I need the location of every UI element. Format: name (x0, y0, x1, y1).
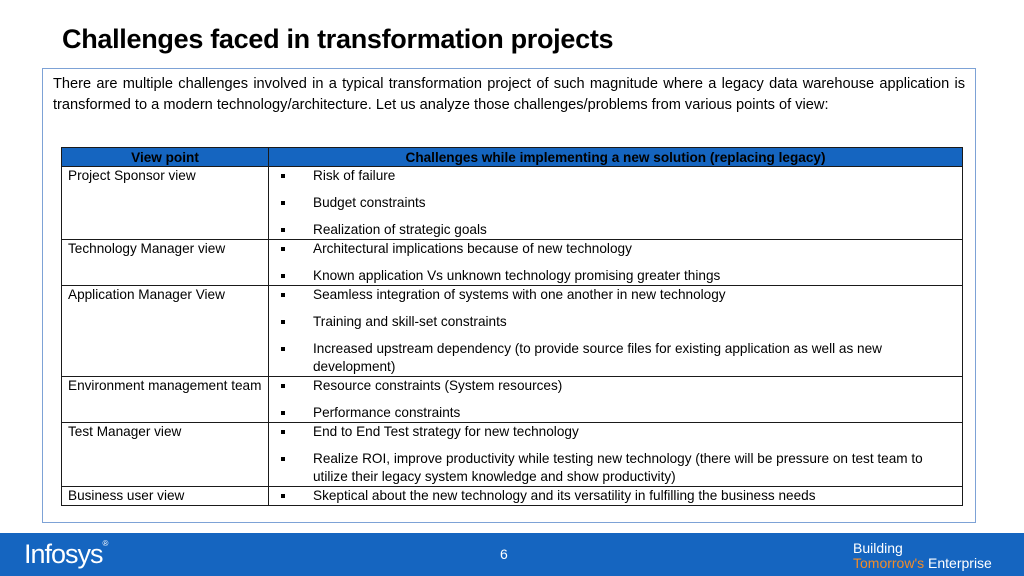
challenge-text: Training and skill-set constraints (313, 314, 507, 329)
view-point-cell: Project Sponsor view (62, 167, 269, 240)
bullet-square-icon (281, 201, 285, 205)
challenges-cell (269, 487, 963, 506)
bullet-square-icon (281, 228, 285, 232)
header-challenges: Challenges while implementing a new solution (replacing legacy) (269, 148, 963, 167)
challenge-item (275, 267, 956, 285)
challenge-text: Performance constraints (313, 405, 461, 420)
bullet-square-icon (281, 274, 285, 278)
logo-text: Infosys (24, 539, 103, 569)
challenge-item (275, 377, 956, 395)
infosys-logo (24, 539, 108, 570)
bullet-square-icon (281, 411, 285, 415)
tagline (853, 541, 992, 571)
table-row (62, 423, 963, 487)
challenge-item (275, 240, 956, 258)
tagline-rest: Enterprise (928, 555, 992, 571)
challenge-list (275, 167, 956, 239)
challenge-item (275, 340, 956, 376)
view-point-cell: Technology Manager view (62, 240, 269, 286)
bullet-square-icon (281, 430, 285, 434)
challenge-text: Budget constraints (313, 195, 426, 210)
table-row (62, 167, 963, 240)
table-row (62, 487, 963, 506)
footer-bar (0, 533, 1024, 576)
intro-paragraph: There are multiple challenges involved in a typical transformation project of such magnitude where a legacy data warehouse application is transformed to a modern technology/architecture. Let us analyze those challenges/problems from various points of view: (53, 76, 965, 113)
challenges-cell (269, 167, 963, 240)
challenges-cell (269, 240, 963, 286)
challenges-table (61, 147, 963, 506)
bullet-square-icon (281, 320, 285, 324)
table-row (62, 377, 963, 423)
challenge-list (275, 286, 956, 376)
challenge-item (275, 286, 956, 304)
challenge-list (275, 423, 956, 486)
bullet-square-icon (281, 293, 285, 297)
challenge-text: Realization of strategic goals (313, 222, 487, 237)
page-title: Challenges faced in transformation projects (62, 24, 614, 54)
tagline-line1: Building (853, 540, 903, 556)
challenge-list (275, 377, 956, 422)
registered-mark: ® (102, 539, 109, 548)
challenges-cell (269, 286, 963, 377)
bullet-square-icon (281, 384, 285, 388)
challenge-list (275, 240, 956, 285)
table-header-row (62, 148, 963, 167)
challenge-text: Risk of failure (313, 168, 396, 183)
header-view-point: View point (62, 148, 269, 167)
challenge-text: Increased upstream dependency (to provide source files for existing application as well as new development) (313, 341, 882, 374)
challenge-text: Architectural implications because of new technology (313, 241, 632, 256)
challenge-list (275, 487, 956, 505)
challenge-item (275, 221, 956, 239)
challenge-text: Known application Vs unknown technology promising greater things (313, 268, 721, 283)
challenge-item (275, 487, 956, 505)
view-point-cell: Application Manager View (62, 286, 269, 377)
bullet-square-icon (281, 494, 285, 498)
challenge-item (275, 404, 956, 422)
challenge-text: Skeptical about the new technology and its versatility in fulfilling the business needs (313, 488, 816, 503)
challenge-text: End to End Test strategy for new technology (313, 424, 579, 439)
tagline-accent: Tomorrow's (853, 555, 925, 571)
table-row (62, 240, 963, 286)
bullet-square-icon (281, 347, 285, 351)
page-number: 6 (500, 546, 508, 562)
challenge-text: Seamless integration of systems with one another in new technology (313, 287, 726, 302)
challenge-item (275, 194, 956, 212)
view-point-cell: Business user view (62, 487, 269, 506)
challenge-item (275, 167, 956, 185)
bullet-square-icon (281, 174, 285, 178)
challenge-item (275, 450, 956, 486)
challenge-item (275, 423, 956, 441)
challenge-item (275, 313, 956, 331)
challenges-cell (269, 377, 963, 423)
challenges-cell (269, 423, 963, 487)
view-point-cell: Test Manager view (62, 423, 269, 487)
bullet-square-icon (281, 457, 285, 461)
bullet-square-icon (281, 247, 285, 251)
challenge-text: Realize ROI, improve productivity while testing new technology (there will be pressure on test team to utilize their legacy system knowledge and show productivity) (313, 451, 923, 484)
challenge-text: Resource constraints (System resources) (313, 378, 563, 393)
table-row (62, 286, 963, 377)
view-point-cell: Environment management team (62, 377, 269, 423)
